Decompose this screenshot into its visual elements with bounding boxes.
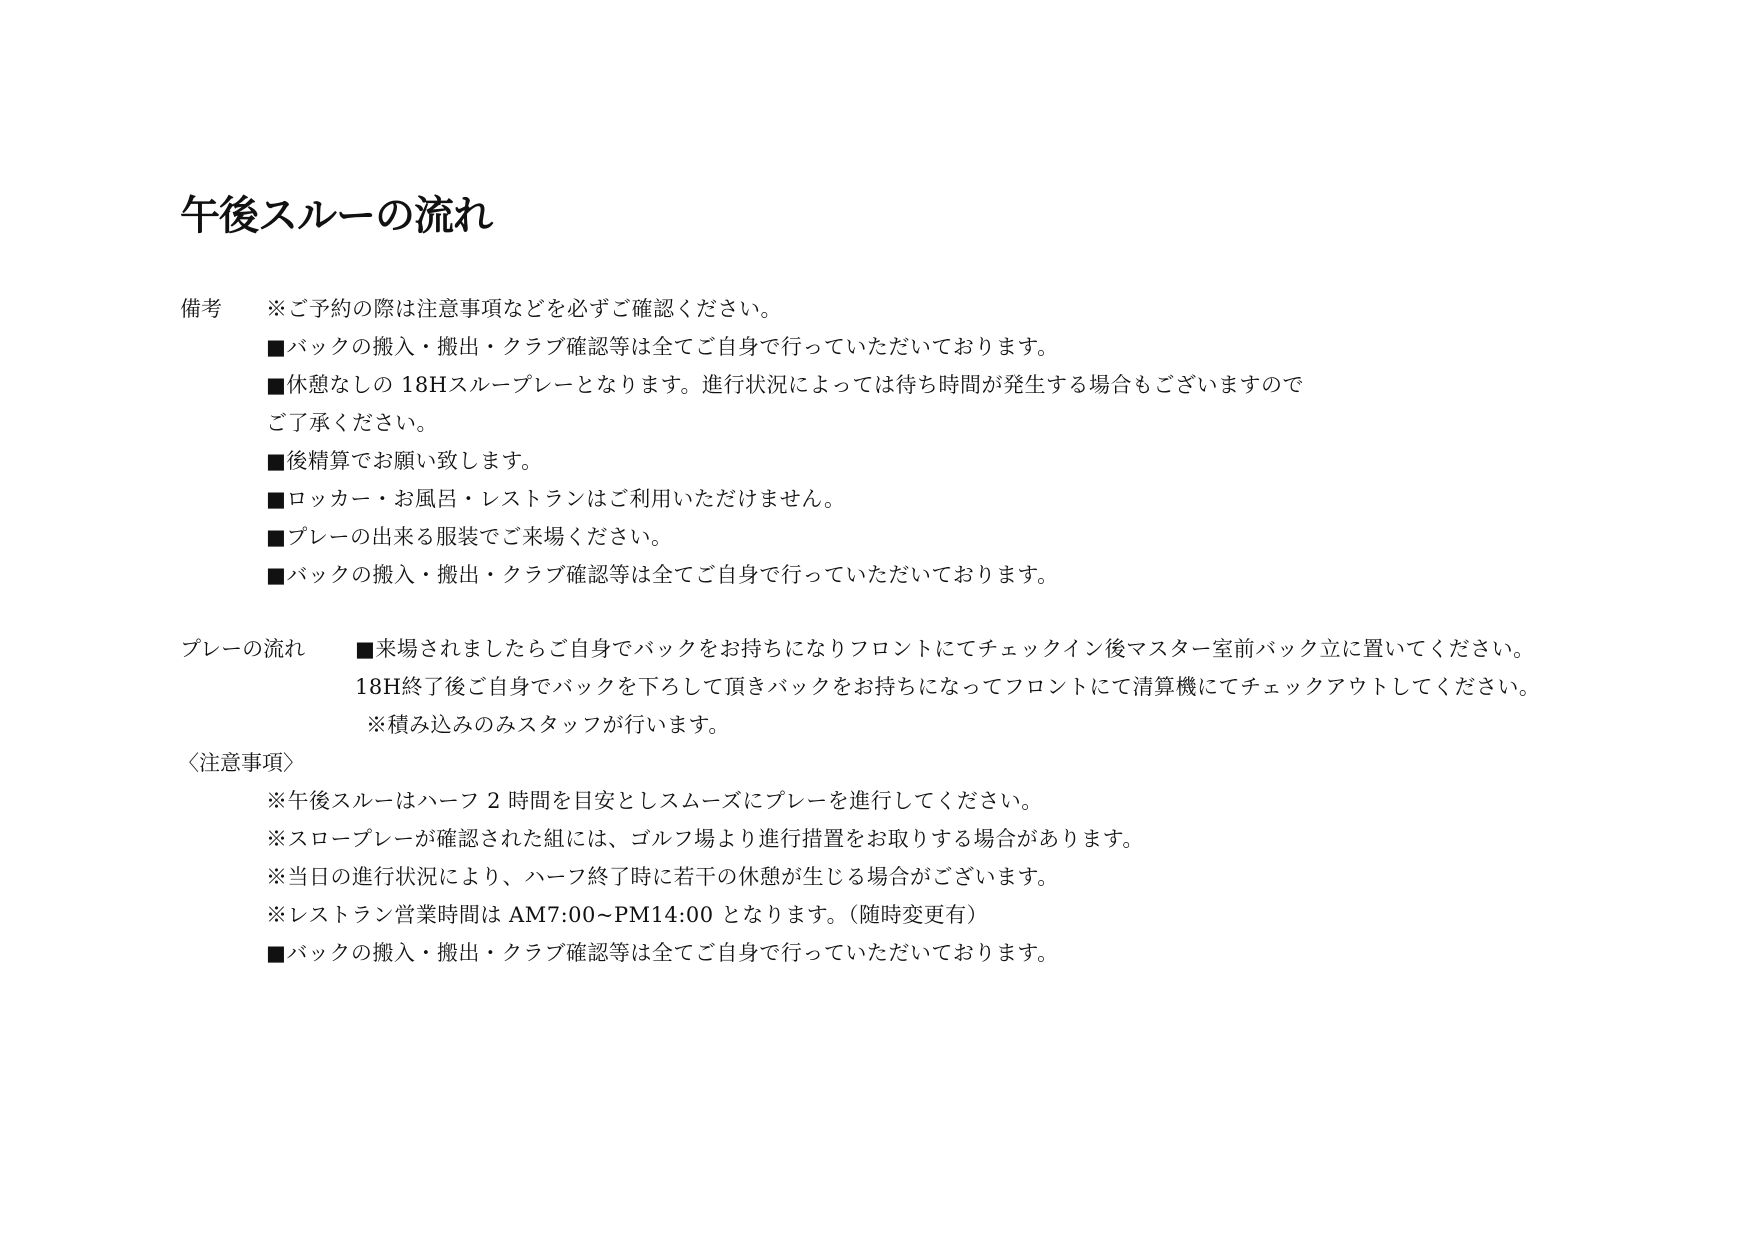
notes-line: ※レストラン営業時間は AM7:00~PM14:00 となります。（随時変更有）	[266, 903, 989, 927]
remarks-line: ■ロッカー・お風呂・レストランはご利用いただけません。	[266, 487, 846, 511]
remarks-line: ■バックの搬入・搬出・クラブ確認等は全てご自身で行っていただいております。	[266, 335, 1059, 359]
remarks-line: ご了承ください。	[266, 411, 438, 435]
play-flow-line: ■来場されましたらご自身でバックをお持ちになりフロントにてチェックイン後マスター室前バック立に置いてください。	[355, 637, 1535, 661]
play-flow-line: 18H終了後ご自身でバックを下ろして頂きバックをお持ちになってフロントにて清算機にてチェックアウトしてください。	[355, 675, 1541, 699]
notes-label: 〈注意事項〉	[178, 751, 304, 775]
notes-line: ※当日の進行状況により、ハーフ終了時に若干の休憩が生じる場合がございます。	[266, 865, 1059, 889]
notes-line: ■バックの搬入・搬出・クラブ確認等は全てご自身で行っていただいております。	[266, 941, 1059, 965]
page-title: 午後スルーの流れ	[180, 192, 492, 239]
remarks-label: 備考	[180, 297, 222, 321]
notes-line: ※スロープレーが確認された組には、ゴルフ場より進行措置をお取りする場合があります。	[266, 827, 1144, 851]
notes-line: ※午後スルーはハーフ 2 時間を目安としスムーズにプレーを進行してください。	[266, 789, 1043, 813]
play-flow-label: プレーの流れ	[180, 637, 306, 661]
remarks-line: ■休憩なしの 18Hスループレーとなります。進行状況によっては待ち時間が発生する場合もございますので	[266, 373, 1304, 397]
remarks-line: ■バックの搬入・搬出・クラブ確認等は全てご自身で行っていただいております。	[266, 563, 1059, 587]
remarks-line: ※ご予約の際は注意事項などを必ずご確認ください。	[266, 297, 782, 321]
remarks-line: ■プレーの出来る服装でご来場ください。	[266, 525, 673, 549]
remarks-line: ■後精算でお願い致します。	[266, 449, 543, 473]
play-flow-line: ※積み込みのみスタッフが行います。	[366, 713, 730, 737]
